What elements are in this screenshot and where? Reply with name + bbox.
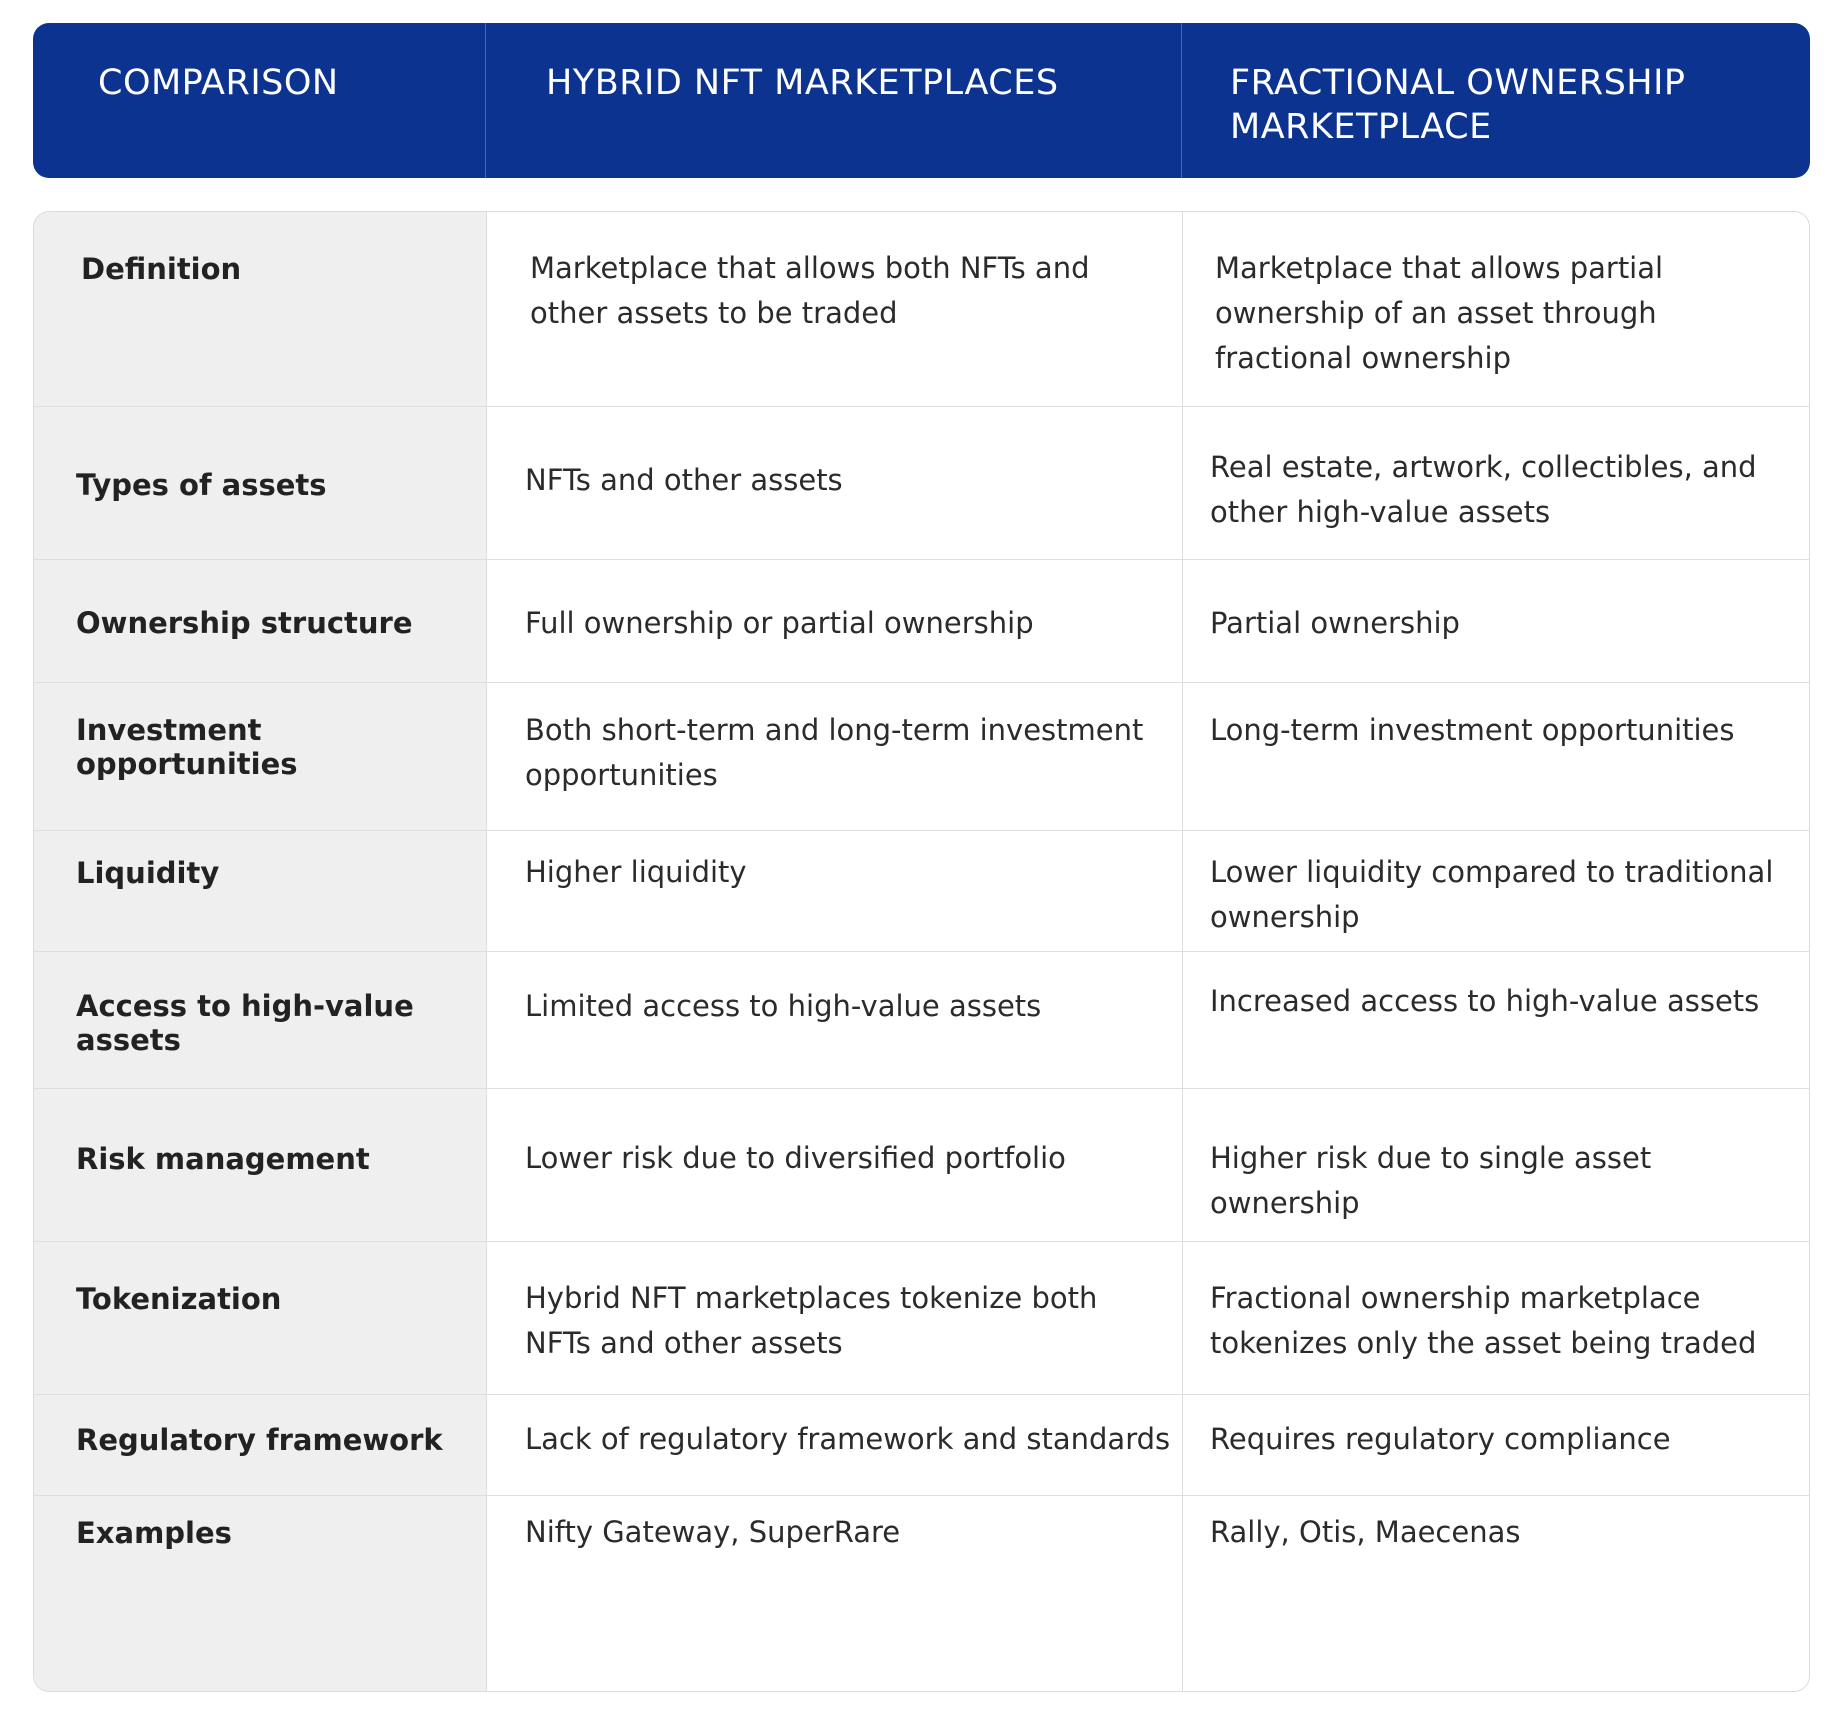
header-fractional-ownership-marketplace: FRACTIONAL OWNERSHIP MARKETPLACE — [1181, 23, 1810, 178]
table-row-access-to-high-value-assets — [34, 952, 1809, 1089]
row-label: Examples — [34, 1496, 486, 1692]
fractional-cell: Long-term investment opportunities — [1182, 683, 1810, 830]
table-row-types-of-assets — [34, 407, 1809, 560]
hybrid-cell: Nifty Gateway, SuperRare — [486, 1496, 1182, 1692]
hybrid-cell: Full ownership or partial ownership — [486, 560, 1182, 682]
header-hybrid-nft-marketplaces: HYBRID NFT MARKETPLACES — [485, 23, 1181, 178]
table-row-tokenization — [34, 1242, 1809, 1395]
row-label: Tokenization — [34, 1242, 486, 1394]
row-label: Regulatory framework — [34, 1395, 486, 1495]
row-label: Liquidity — [34, 831, 486, 951]
fractional-cell: Partial ownership — [1182, 560, 1810, 682]
row-label: Definition — [34, 212, 486, 406]
header-comparison: COMPARISON — [98, 63, 339, 103]
fractional-cell: Increased access to high-value assets — [1182, 952, 1810, 1088]
fractional-cell: Lower liquidity compared to traditional ownership — [1182, 831, 1810, 951]
table-header — [33, 23, 1810, 178]
table-row-risk-management — [34, 1089, 1809, 1242]
fractional-cell: Marketplace that allows partial ownership of an asset through fractional ownership — [1182, 212, 1810, 406]
table-row-examples — [34, 1496, 1809, 1692]
hybrid-cell: NFTs and other assets — [486, 407, 1182, 559]
hybrid-cell: Lack of regulatory framework and standards — [486, 1395, 1182, 1495]
hybrid-cell: Hybrid NFT marketplaces tokenize both NFTs and other assets — [486, 1242, 1182, 1394]
table-row-liquidity — [34, 831, 1809, 952]
hybrid-cell: Higher liquidity — [486, 831, 1182, 951]
hybrid-cell: Limited access to high-value assets — [486, 952, 1182, 1088]
row-label: Investment opportunities — [34, 683, 486, 830]
table-row-investment-opportunities — [34, 683, 1809, 831]
hybrid-cell: Both short-term and long-term investment opportunities — [486, 683, 1182, 830]
table-row-definition — [34, 212, 1809, 407]
table-body — [33, 211, 1810, 1692]
fractional-cell: Higher risk due to single asset ownership — [1182, 1089, 1810, 1241]
hybrid-cell: Marketplace that allows both NFTs and other assets to be traded — [486, 212, 1182, 406]
table-row-ownership-structure — [34, 560, 1809, 683]
table-row-regulatory-framework — [34, 1395, 1809, 1496]
fractional-cell: Real estate, artwork, collectibles, and other high-value assets — [1182, 407, 1810, 559]
fractional-cell: Rally, Otis, Maecenas — [1182, 1496, 1810, 1692]
row-label: Risk management — [34, 1089, 486, 1241]
hybrid-cell: Lower risk due to diversified portfolio — [486, 1089, 1182, 1241]
row-label: Types of assets — [34, 407, 486, 559]
row-label: Access to high-value assets — [34, 952, 486, 1088]
fractional-cell: Fractional ownership marketplace tokenizes only the asset being traded — [1182, 1242, 1810, 1394]
row-label: Ownership structure — [34, 560, 486, 682]
fractional-cell: Requires regulatory compliance — [1182, 1395, 1810, 1495]
